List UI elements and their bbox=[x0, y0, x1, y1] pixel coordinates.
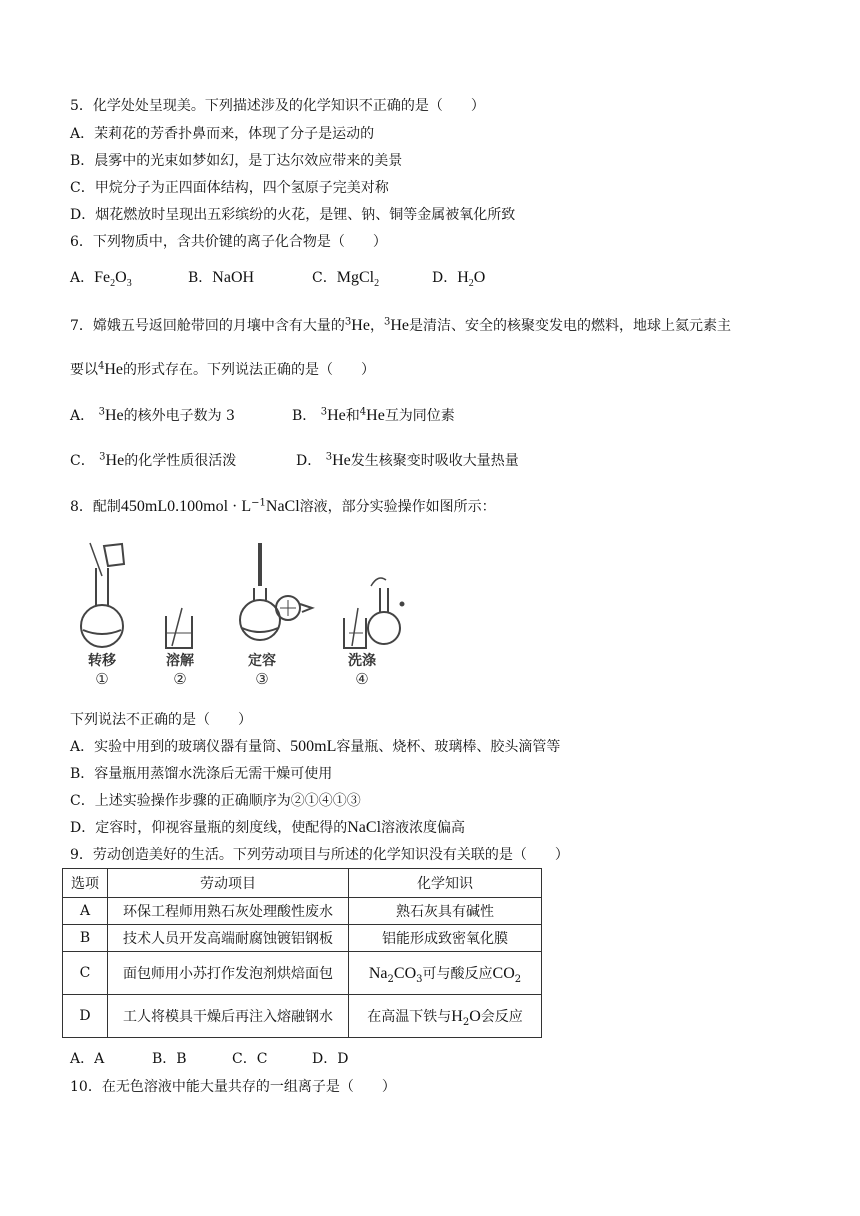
q7-option-d: D． $^3$He发生核聚变时吸收大量热量 bbox=[296, 451, 519, 469]
figure-label-wash: 洗涤 bbox=[348, 653, 376, 669]
q8-stem: 8．配制$450mL0.100mol \cdot L^{-1}NaCl$溶液，部分实验操作如图所示： bbox=[70, 497, 496, 515]
volumetric-flask-dropper-icon bbox=[240, 543, 312, 640]
figure-label-fix-volume: 定容 bbox=[248, 653, 276, 669]
table-cell-item: 技术人员开发高端耐腐蚀镀铝钢板 bbox=[108, 925, 349, 952]
table-header-row bbox=[63, 869, 542, 898]
table-row bbox=[63, 925, 542, 952]
experiment-figure bbox=[66, 538, 446, 688]
table-cell-item: 环保工程师用熟石灰处理酸性废水 bbox=[108, 898, 349, 925]
q9-answer-b: B．B bbox=[152, 1051, 187, 1067]
q9-stem: 9．劳动创造美好的生活。下列劳动项目与所述的化学知识没有关联的是（ ） bbox=[70, 847, 569, 863]
figure-num-2: ② bbox=[173, 670, 187, 688]
transfer-flask-icon bbox=[81, 543, 124, 647]
q9-answer-c: C．C bbox=[232, 1051, 268, 1067]
table-header-option: 选项 bbox=[63, 869, 108, 898]
q10-stem: 10．在无色溶液中能大量共存的一组离子是（ ） bbox=[70, 1079, 396, 1095]
q7-line2: 要以$^4$He的形式存在。下列说法正确的是（ ） bbox=[70, 360, 376, 378]
q5-option-d: D．烟花燃放时呈现出五彩缤纷的火花，是锂、钠、铜等金属被氧化所致 bbox=[70, 207, 516, 223]
q9-answer-a: A．A bbox=[70, 1051, 105, 1067]
q7-option-b: B． $^3$He和$^4$He互为同位素 bbox=[292, 406, 455, 424]
q7-option-c: C． $^3$He的化学性质很活泼 bbox=[70, 451, 237, 469]
q8-option-d: D．定容时，仰视容量瓶的刻度线，使配得的NaCl溶液浓度偏高 bbox=[70, 819, 466, 836]
table-cell-knowledge: 在高温下铁与$H_2O$会反应 bbox=[349, 995, 542, 1038]
figure-num-4: ④ bbox=[355, 670, 369, 688]
q5-option-b: B．晨雾中的光束如梦如幻，是丁达尔效应带来的美景 bbox=[70, 153, 403, 169]
q7-line1: 7．嫦娥五号返回舱带回的月壤中含有大量的$^3$He，$^3$He是清洁、安全的核聚变发电的燃料，地球上氦元素主 bbox=[70, 316, 731, 334]
q6-option-a: A．$Fe_2O_3$ bbox=[70, 269, 132, 290]
table-cell-item: 工人将模具干燥后再注入熔融钢水 bbox=[108, 995, 349, 1038]
q8-sub-stem: 下列说法不正确的是（ ） bbox=[70, 712, 252, 728]
q8-option-b: B．容量瓶用蒸馏水洗涤后无需干燥可使用 bbox=[70, 766, 333, 782]
q8-option-a: A．实验中用到的玻璃仪器有量筒、500mL容量瓶、烧杯、玻璃棒、胶头滴管等 bbox=[70, 738, 561, 755]
table-cell-knowledge: $Na_2CO_3$可与酸反应$CO_2$ bbox=[349, 952, 542, 995]
figure-label-transfer: 转移 bbox=[88, 653, 116, 669]
figure-num-1: ① bbox=[95, 670, 109, 688]
table-cell-option: D bbox=[63, 995, 108, 1038]
q6-option-c: C．MgCl$_2$ bbox=[312, 269, 380, 290]
table-header-item: 劳动项目 bbox=[108, 869, 349, 898]
q5-stem: 5．化学处处呈现美。下列描述涉及的化学知识不正确的是（ ） bbox=[70, 98, 485, 114]
table-row bbox=[63, 995, 542, 1038]
figure-num-3: ③ bbox=[255, 670, 269, 688]
q9-table bbox=[62, 868, 542, 1038]
table-cell-option: B bbox=[63, 925, 108, 952]
table-cell-knowledge: 铝能形成致密氧化膜 bbox=[349, 925, 542, 952]
q5-option-c: C．甲烷分子为正四面体结构，四个氢原子完美对称 bbox=[70, 180, 389, 196]
q6-stem: 6．下列物质中，含共价键的离子化合物是（ ） bbox=[70, 234, 387, 250]
table-row bbox=[63, 952, 542, 995]
q7-option-a: A． $^3$He的核外电子数为 3 bbox=[70, 406, 235, 424]
q9-answer-d: D．D bbox=[312, 1051, 349, 1067]
table-cell-option: A bbox=[63, 898, 108, 925]
figure-label-dissolve: 溶解 bbox=[166, 653, 194, 669]
washing-flask-icon bbox=[344, 578, 404, 648]
q5-option-a: A．茉莉花的芳香扑鼻而来，体现了分子是运动的 bbox=[70, 126, 375, 142]
q6-option-b: B．NaOH bbox=[188, 269, 255, 286]
beaker-icon bbox=[166, 608, 192, 648]
table-header-knowledge: 化学知识 bbox=[349, 869, 542, 898]
q8-option-c: C．上述实验操作步骤的正确顺序为②①④①③ bbox=[70, 793, 361, 809]
table-cell-knowledge: 熟石灰具有碱性 bbox=[349, 898, 542, 925]
table-row bbox=[63, 898, 542, 925]
table-cell-option: C bbox=[63, 952, 108, 995]
table-cell-item: 面包师用小苏打作发泡剂烘焙面包 bbox=[108, 952, 349, 995]
q6-option-d: D．$H_2O$ bbox=[432, 269, 486, 290]
